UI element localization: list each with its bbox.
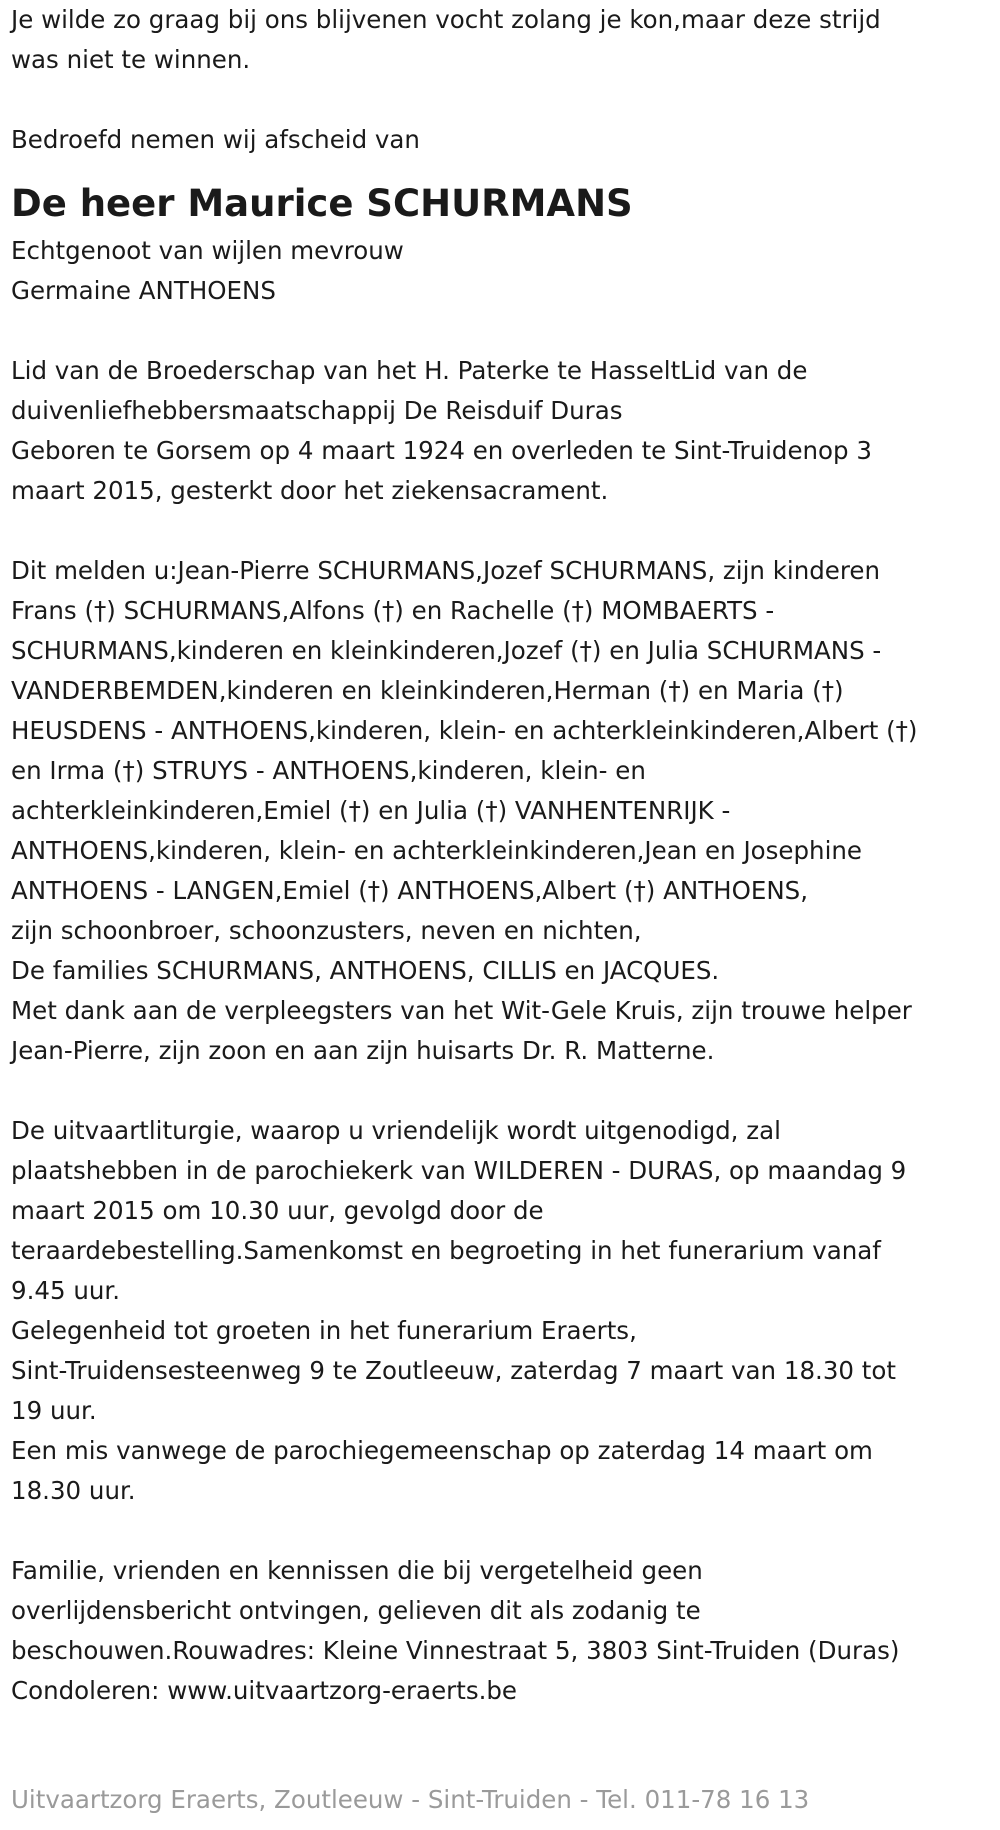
announcement-text: Bedroefd nemen wij afscheid van: [11, 125, 420, 154]
spacer: [11, 511, 996, 551]
spacer: [11, 1511, 996, 1551]
family-text: Dit melden u:Jean-Pierre SCHURMANS,Jozef SCHURMANS, zijn kinderen Frans (†) SCHURMANS,Alfons (†) en Rachelle (†) MOMBAERTS - SCHURMANS,kinderen en kleinkinderen,Jozef (†) en Julia SCHURMANS - VANDERBEMDEN,kinderen en kleinkinderen,Herman (†) en Maria (†) HEUSDENS - ANTHOENS,kinderen, klein- en achterkleinkinderen,Albert (†) en Irma (†) STRUYS - ANTHOENS,kinderen, klein- en achterkleinkinderen,Emiel (†) en Julia (†) VANHENTENRIJK - ANTHOENS,kinderen, klein- en achterkleinkinderen,Jean en Josephine ANTHOENS - LANGEN,Emiel (†) ANTHOENS,Albert (†) ANTHOENS, zijn schoonbroer, schoonzusters, neven en nichten, De families SCHURMANS, ANTHOENS, CILLIS en JACQUES. Met dank aan de verpleegsters van het Wit-Gele Kruis, zijn trouwe helper Jean-Pierre, zijn zoon en aan zijn huisarts Dr. R. Matterne.: [11, 556, 918, 1065]
spacer: [11, 80, 996, 120]
deceased-name-heading: De heer Maurice SCHURMANS: [11, 182, 633, 225]
ceremony-text: De uitvaartliturgie, waarop u vriendelijk wordt uitgenodigd, zal plaatshebben in de parochiekerk van WILDEREN - DURAS, op maandag 9 maart 2015 om 10.30 uur, gevolgd door de teraardebestelling.Samenkomst en begroeting in het funerarium vanaf 9.45 uur. Gelegenheid tot groeten in het funerarium Eraerts, Sint-Truidensesteenweg 9 te Zoutleeuw, zaterdag 7 maart van 18.30 tot 19 uur. Een mis vanwege de parochiegemeenschap op zaterdag 14 maart om 18.30 uur.: [11, 1116, 907, 1505]
spacer: [11, 311, 996, 351]
biography-text: Lid van de Broederschap van het H. Paterke te HasseltLid van de duivenliefhebbersmaatschappij De Reisduif Duras Geboren te Gorsem op 4 maart 1924 en overleden te Sint-Truidenop 3 maart 2015, gesterkt door het ziekensacrament.: [11, 356, 872, 505]
intro-text: Je wilde zo graag bij ons blijvenen vocht zolang je kon,maar deze strijd was niet te winnen.: [11, 5, 881, 74]
closing-text: Familie, vrienden en kennissen die bij vergetelheid geen overlijdensbericht ontvingen, gelieven dit als zodanig te beschouwen.Rouwadres: Kleine Vinnestraat 5, 3803 Sint-Truiden (Duras) Condoleren: www.uitvaartzorg-eraerts.be: [11, 1556, 900, 1705]
funeral-home-footer: Uitvaartzorg Eraerts, Zoutleeuw - Sint-Truiden - Tel. 011-78 16 13: [11, 1785, 810, 1814]
obituary-body: [11, 0, 996, 1711]
spouse-text: Echtgenoot van wijlen mevrouw Germaine ANTHOENS: [11, 236, 404, 305]
spacer: [11, 1071, 996, 1111]
